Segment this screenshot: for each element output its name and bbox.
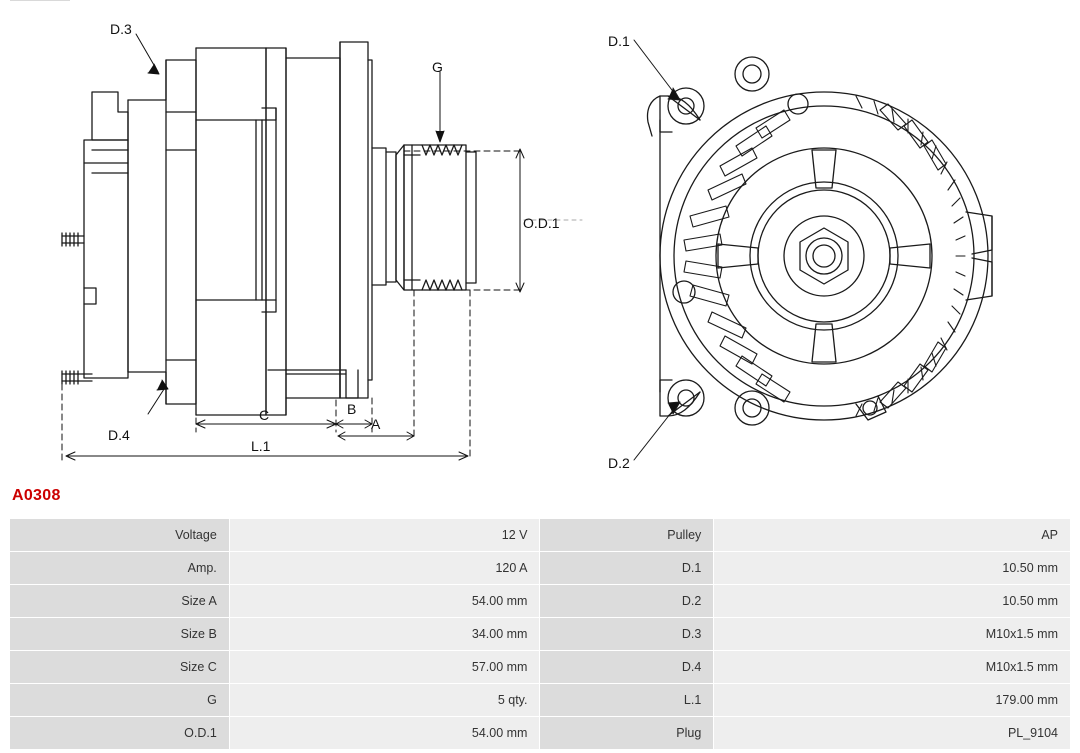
spec-key: Size B xyxy=(10,618,230,651)
spec-key: L.1 xyxy=(540,684,714,717)
label-d3: D.3 xyxy=(110,21,132,37)
spec-value: 54.00 mm xyxy=(229,717,540,750)
table-row xyxy=(10,618,1071,651)
table-row xyxy=(10,585,1071,618)
spec-value: 34.00 mm xyxy=(229,618,540,651)
spec-key: Plug xyxy=(540,717,714,750)
spec-value: 120 A xyxy=(229,552,540,585)
label-a: A xyxy=(371,416,381,432)
label-c: C xyxy=(259,407,270,423)
spec-key: D.2 xyxy=(540,585,714,618)
spec-key: Pulley xyxy=(540,519,714,552)
label-g: G xyxy=(432,59,443,75)
spec-value: 57.00 mm xyxy=(229,651,540,684)
spec-key: O.D.1 xyxy=(10,717,230,750)
table-row xyxy=(10,684,1071,717)
spec-value: 10.50 mm xyxy=(714,585,1071,618)
spec-key: Size C xyxy=(10,651,230,684)
table-row xyxy=(10,552,1071,585)
spec-value: 12 V xyxy=(229,519,540,552)
spec-value: 179.00 mm xyxy=(714,684,1071,717)
spec-value: AP xyxy=(714,519,1071,552)
table-row xyxy=(10,651,1071,684)
spec-key: D.1 xyxy=(540,552,714,585)
spec-value: M10x1.5 mm xyxy=(714,651,1071,684)
spec-value: M10x1.5 mm xyxy=(714,618,1071,651)
spec-key: D.4 xyxy=(540,651,714,684)
spec-key: Amp. xyxy=(10,552,230,585)
label-b: B xyxy=(347,401,357,417)
spec-key: D.3 xyxy=(540,618,714,651)
spec-value: 10.50 mm xyxy=(714,552,1071,585)
table-row xyxy=(10,519,1071,552)
spec-value: 54.00 mm xyxy=(229,585,540,618)
label-od1: O.D.1 xyxy=(523,215,560,231)
spec-value: 5 qty. xyxy=(229,684,540,717)
spec-key: G xyxy=(10,684,230,717)
specification-table xyxy=(9,518,1071,750)
table-row xyxy=(10,717,1071,750)
part-number: A0308 xyxy=(12,487,61,504)
label-d2: D.2 xyxy=(608,455,630,471)
label-d4: D.4 xyxy=(108,427,130,443)
label-d1: D.1 xyxy=(608,33,630,49)
spec-value: PL_9104 xyxy=(714,717,1071,750)
spec-key: Voltage xyxy=(10,519,230,552)
label-l1: L.1 xyxy=(251,438,271,454)
spec-key: Size A xyxy=(10,585,230,618)
